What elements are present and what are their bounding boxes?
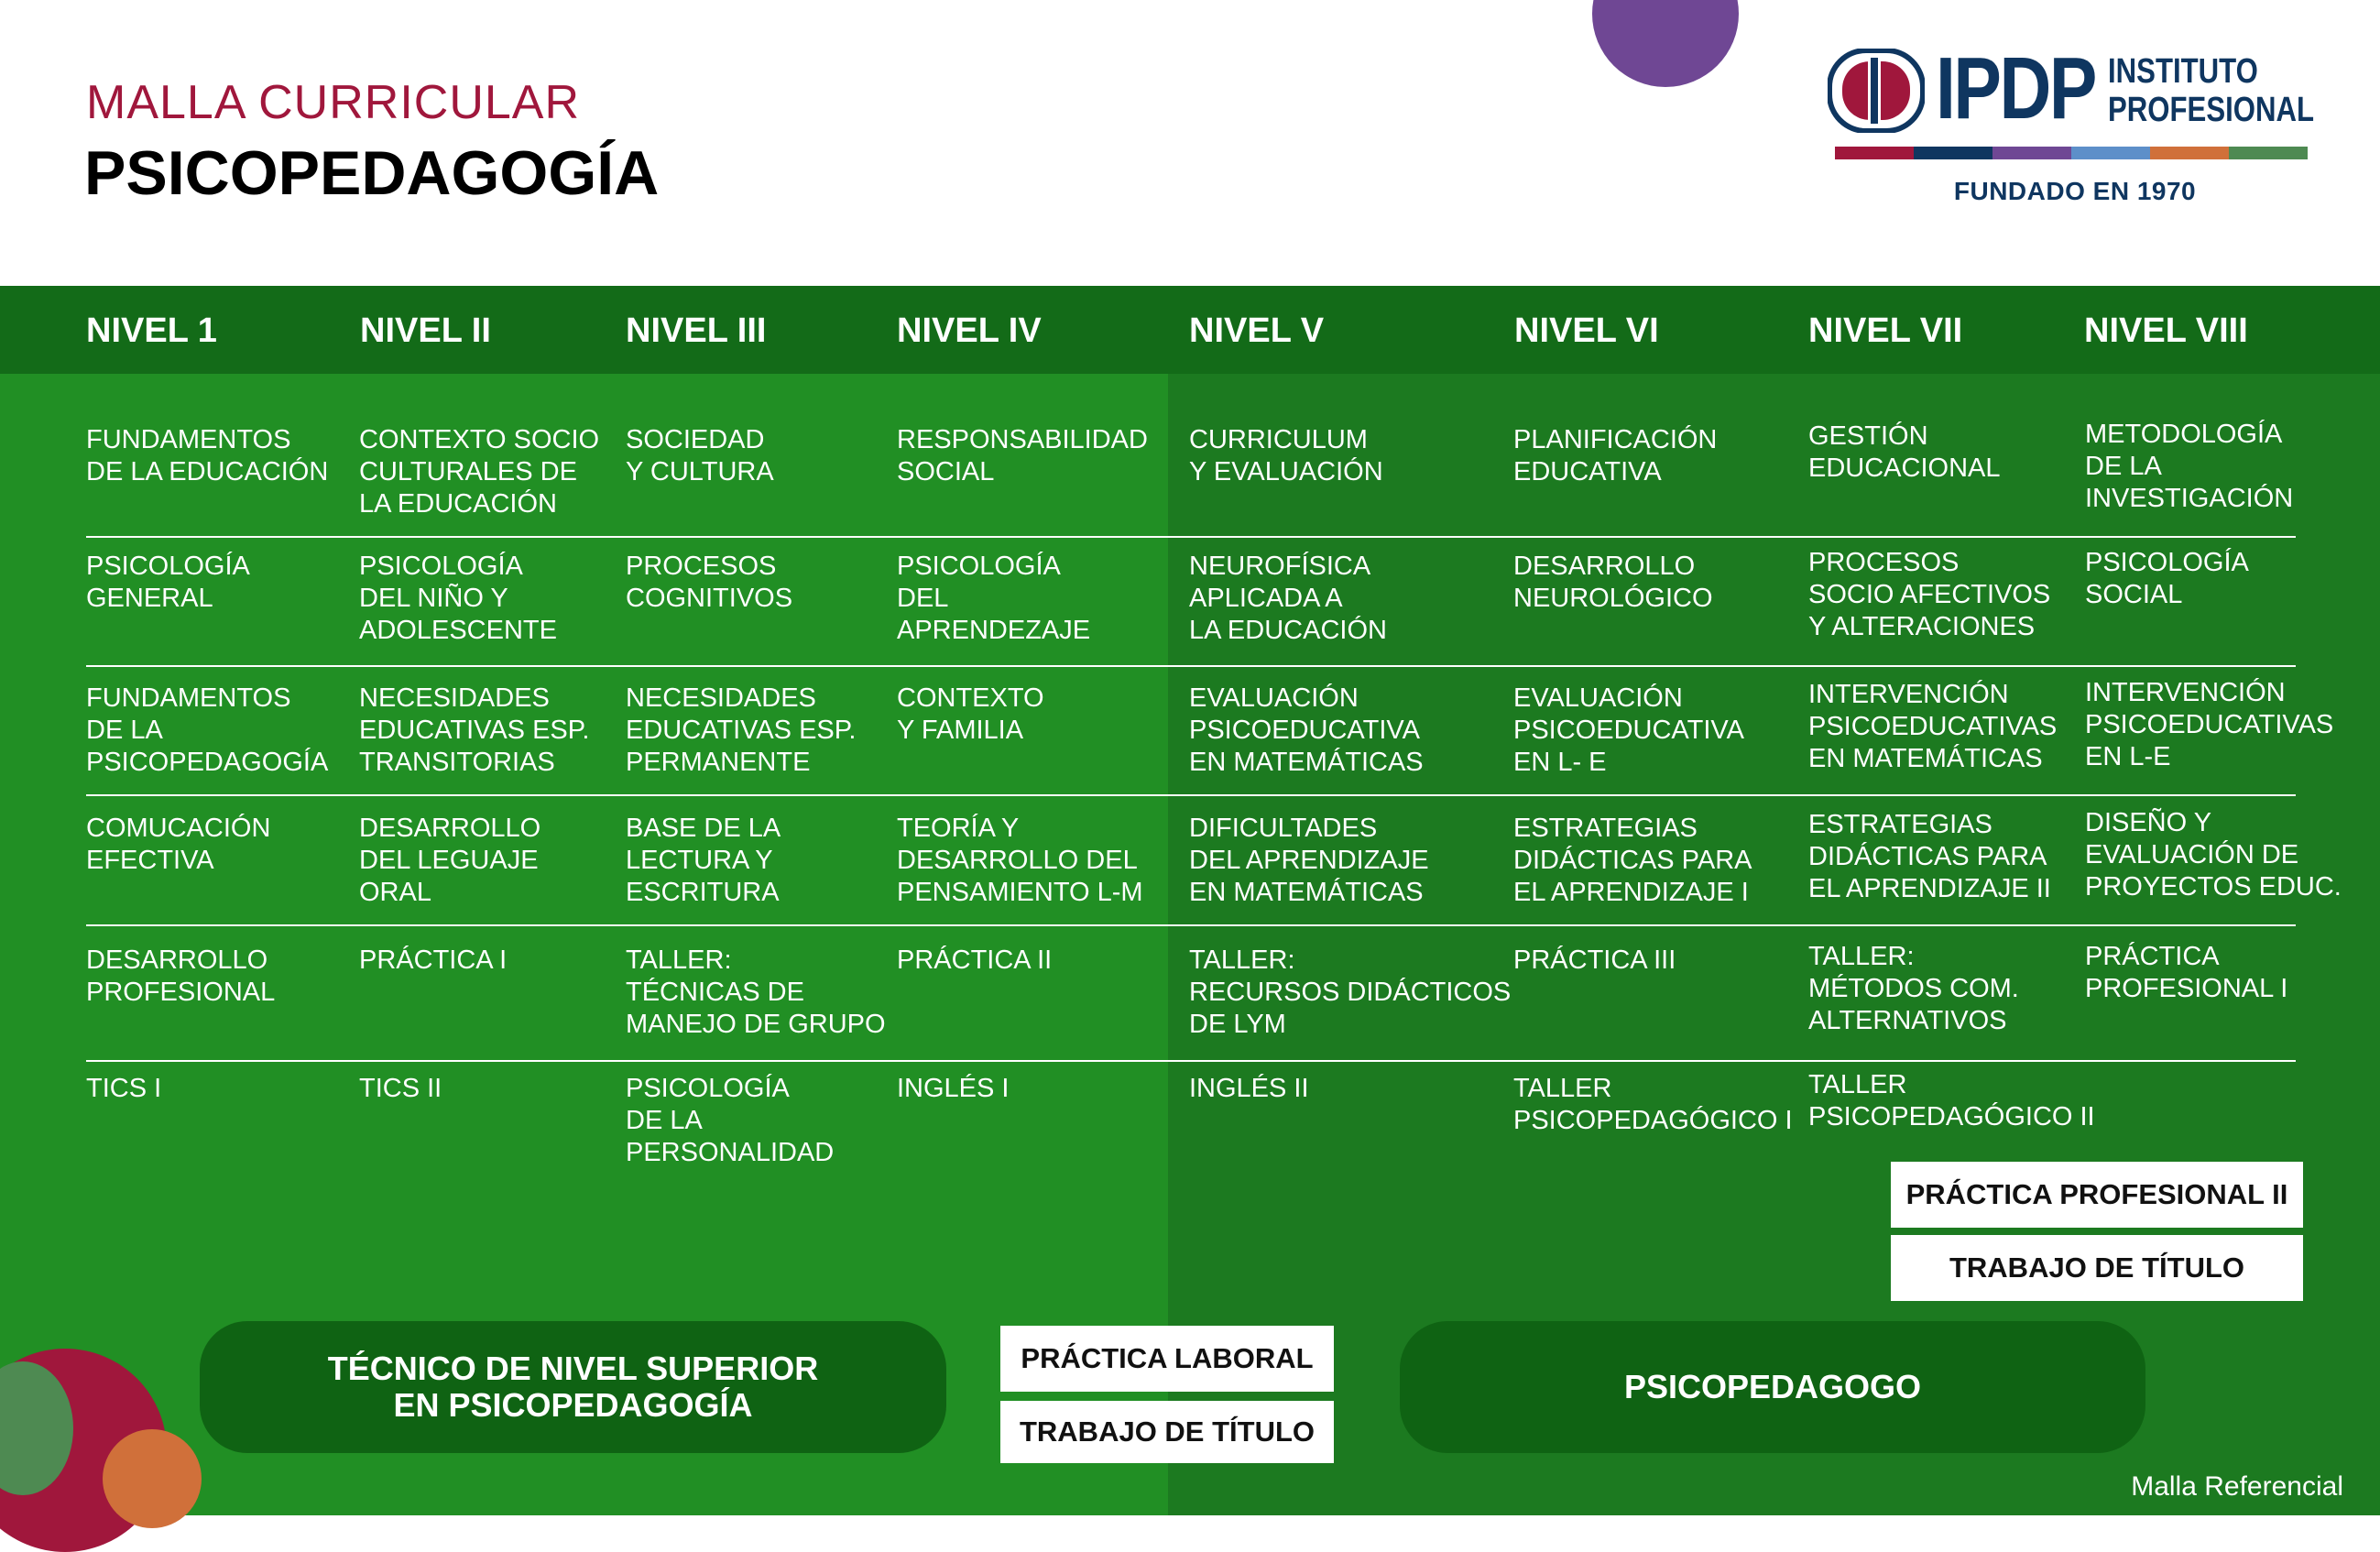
logo-founded-text: FUNDADO EN 1970	[1953, 177, 2197, 205]
ipdp-emblem-icon	[1828, 49, 1925, 133]
course-level7-row3: INTERVENCIÓN PSICOEDUCATIVAS EN MATEMÁTICAS	[1808, 680, 2058, 773]
course-level1-row1: FUNDAMENTOS DE LA EDUCACIÓN	[86, 425, 329, 486]
course-level3-row6: PSICOLOGÍA DE LA PERSONALIDAD	[626, 1074, 835, 1167]
practica-laboral-box: PRÁCTICA LABORAL	[1000, 1326, 1334, 1392]
course-level1-row4: COMUCACIÓN EFECTIVA	[86, 814, 271, 875]
course-level2-row1: CONTEXTO SOCIO CULTURALES DE LA EDUCACIÓN	[359, 425, 600, 519]
course-level4-row5: PRÁCTICA II	[897, 945, 1053, 975]
logo-stripe-segment	[2150, 147, 2229, 159]
trabajo-titulo-professional-box: TRABAJO DE TÍTULO	[1891, 1235, 2303, 1301]
course-level2-row6: TICS II	[359, 1074, 442, 1103]
logo-institution-line2: PROFESIONAL	[2108, 91, 2315, 129]
course-level6-row2: DESARROLLO NEUROLÓGICO	[1513, 552, 1713, 613]
level-header-2: NIVEL II	[360, 311, 491, 350]
decorative-orange-circle	[103, 1429, 202, 1528]
course-level6-row6: TALLER PSICOPEDAGÓGICO I	[1513, 1074, 1793, 1135]
row-divider	[86, 665, 2296, 667]
course-level6-row4: ESTRATEGIAS DIDÁCTICAS PARA EL APRENDIZAJE I	[1513, 814, 1752, 907]
course-level4-row2: PSICOLOGÍA DEL APRENDEZAJE	[897, 552, 1091, 645]
course-level8-row5: PRÁCTICA PROFESIONAL I	[2085, 942, 2288, 1003]
decorative-purple-circle	[1592, 0, 1739, 87]
logo-institution-text	[2108, 52, 2314, 129]
course-level2-row5: PRÁCTICA I	[359, 945, 508, 975]
level-header-5: NIVEL V	[1189, 311, 1325, 350]
course-level1-row6: TICS I	[86, 1074, 162, 1103]
logo-institution-line1: INSTITUTO	[2108, 52, 2258, 91]
logo-stripe-segment	[2229, 147, 2308, 159]
course-level7-row1: GESTIÓN EDUCACIONAL	[1808, 421, 2001, 483]
level-header-6: NIVEL VI	[1514, 311, 1659, 350]
course-level3-row2: PROCESOS COGNITIVOS	[626, 552, 793, 613]
level-header-3: NIVEL III	[626, 311, 767, 350]
logo-stripe-segment	[1835, 147, 1914, 159]
ipdp-logo	[1828, 41, 2322, 215]
trabajo-titulo-technical-box: TRABAJO DE TÍTULO	[1000, 1401, 1334, 1463]
course-level8-row2: PSICOLOGÍA SOCIAL	[2085, 548, 2249, 609]
course-level7-row5: TALLER: MÉTODOS COM. ALTERNATIVOS	[1808, 942, 2019, 1035]
row-divider	[86, 924, 2296, 926]
course-level8-row1: METODOLOGÍA DE LA INVESTIGACIÓN	[2085, 420, 2294, 513]
level-header-4: NIVEL IV	[897, 311, 1042, 350]
course-level5-row2: NEUROFÍSICA APLICADA A LA EDUCACIÓN	[1189, 552, 1387, 645]
course-level1-row2: PSICOLOGÍA GENERAL	[86, 552, 250, 613]
course-level4-row1: RESPONSABILIDAD SOCIAL	[897, 425, 1148, 486]
course-level7-row4: ESTRATEGIAS DIDÁCTICAS PARA EL APRENDIZAJE II	[1808, 810, 2051, 903]
course-level5-row1: CURRICULUM Y EVALUACIÓN	[1189, 425, 1383, 486]
curriculum-subtitle: MALLA CURRICULAR	[86, 76, 581, 129]
logo-stripe-segment	[2071, 147, 2150, 159]
course-level6-row5: PRÁCTICA III	[1513, 945, 1676, 975]
technical-degree-label: TÉCNICO DE NIVEL SUPERIOR EN PSICOPEDAGOGÍA	[327, 1350, 819, 1424]
course-level8-row4: DISEÑO Y EVALUACIÓN DE PROYECTOS EDUC.	[2085, 808, 2342, 902]
practica-profesional-ii-box: PRÁCTICA PROFESIONAL II	[1891, 1162, 2303, 1228]
course-level5-row3: EVALUACIÓN PSICOEDUCATIVA EN MATEMÁTICAS	[1189, 683, 1424, 777]
program-title: PSICOPEDAGOGÍA	[84, 138, 660, 208]
level-header-7: NIVEL VII	[1808, 311, 1963, 350]
course-level5-row6: INGLÉS II	[1189, 1074, 1309, 1103]
course-level5-row4: DIFICULTADES DEL APRENDIZAJE EN MATEMÁTICAS	[1189, 814, 1429, 907]
course-level2-row3: NECESIDADES EDUCATIVAS ESP. TRANSITORIAS	[359, 683, 590, 777]
logo-color-stripe	[1835, 147, 2308, 159]
professional-degree-pill	[1400, 1321, 2145, 1453]
course-level7-row6: TALLER PSICOPEDAGÓGICO II	[1808, 1070, 2095, 1131]
course-level6-row3: EVALUACIÓN PSICOEDUCATIVA EN L- E	[1513, 683, 1744, 777]
course-level4-row4: TEORÍA Y DESARROLLO DEL PENSAMIENTO L-M	[897, 814, 1143, 907]
technical-degree-pill	[200, 1321, 946, 1453]
footer-note: Malla Referencial	[2131, 1471, 2343, 1502]
course-level7-row2: PROCESOS SOCIO AFECTIVOS Y ALTERACIONES	[1808, 548, 2051, 641]
course-level5-row5: TALLER: RECURSOS DIDÁCTICOS DE LYM	[1189, 945, 1512, 1039]
course-level8-row3: INTERVENCIÓN PSICOEDUCATIVAS EN L-E	[2085, 678, 2334, 771]
course-level6-row1: PLANIFICACIÓN EDUCATIVA	[1513, 425, 1718, 486]
course-level1-row3: FUNDAMENTOS DE LA PSICOPEDAGOGÍA	[86, 683, 329, 777]
logo-wordmark: IPDP	[1936, 39, 2095, 137]
logo-stripe-segment	[1914, 147, 1992, 159]
row-divider	[86, 536, 2296, 538]
row-divider	[86, 1060, 2296, 1062]
course-level1-row5: DESARROLLO PROFESIONAL	[86, 945, 276, 1007]
logo-stripe-segment	[1992, 147, 2071, 159]
course-level2-row2: PSICOLOGÍA DEL NIÑO Y ADOLESCENTE	[359, 552, 557, 645]
course-level3-row4: BASE DE LA LECTURA Y ESCRITURA	[626, 814, 781, 907]
professional-degree-label: PSICOPEDAGOGO	[1623, 1368, 1922, 1405]
level-header-1: NIVEL 1	[86, 311, 217, 350]
row-divider	[86, 794, 2296, 796]
course-level3-row5: TALLER: TÉCNICAS DE MANEJO DE GRUPO	[626, 945, 886, 1039]
course-level4-row3: CONTEXTO Y FAMILIA	[897, 683, 1044, 745]
level-header-8: NIVEL VIII	[2084, 311, 2248, 350]
course-level3-row1: SOCIEDAD Y CULTURA	[626, 425, 774, 486]
course-level2-row4: DESARROLLO DEL LEGUAJE ORAL	[359, 814, 541, 907]
course-level3-row3: NECESIDADES EDUCATIVAS ESP. PERMANENTE	[626, 683, 857, 777]
course-level4-row6: INGLÉS I	[897, 1074, 1010, 1103]
